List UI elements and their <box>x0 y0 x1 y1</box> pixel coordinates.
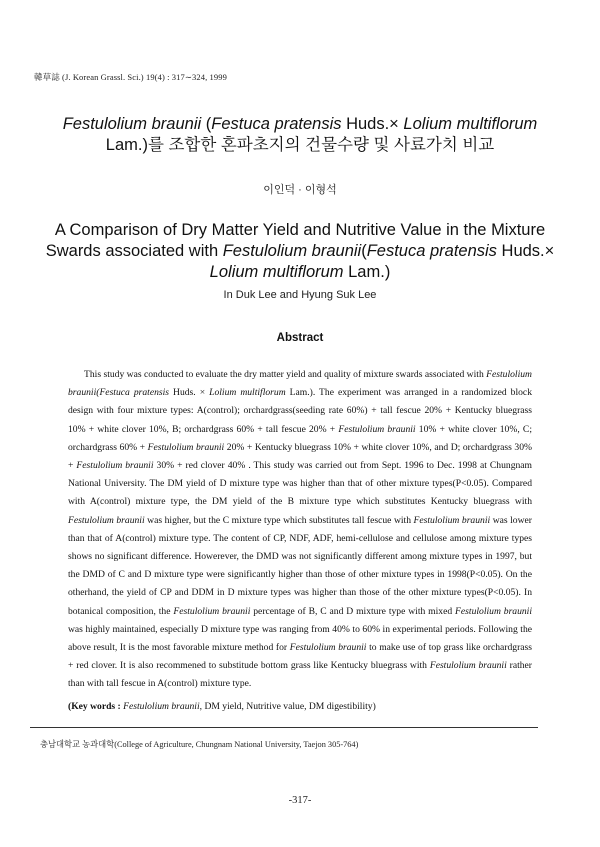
english-title-part: Lolium multiflorum <box>209 263 344 281</box>
abstract-text: Festulolium braunii <box>289 642 367 654</box>
affiliation-footnote: 충남대학교 농과대학(College of Agriculture, Chungnam National University, Taejon 305-764) <box>40 740 359 749</box>
korean-authors: 이인덕 · 이형석 <box>263 184 337 196</box>
korean-title-part: Festulolium braunii <box>62 115 202 133</box>
abstract-text: was lower than that of A(control) mixture type. The content of CP, NDF, ADF, hemi-cellulose and cellulose among mixture types shows no significant difference. Howerever, the DMD was not significantly different among mixture types in 1997, but the DMD of C and D mixture type were significantly higher than those of other mixture types in 1998(P<0.05). On the otherhand, the yield of CP and DDM in D mixture types was higher than those of the other mixture types(P<0.05). In botanical composition, the <box>68 514 532 617</box>
keywords-term: Festulolium braunii <box>123 701 200 712</box>
english-title-part: Huds.× <box>496 242 555 260</box>
abstract-text: Huds. × <box>169 387 210 399</box>
abstract-text: 30% + red clover 40% . This study was carried out from Sept. 1996 to Dec. 1998 at Chungnam National University. The DM yield of D mixture type was higher than that of other mixture types(P<0.05). Compared with A(control) mixture type, the DM yield of the B mixture type which substitutes Kentucky bluegrass with <box>68 460 533 508</box>
journal-header: 韓草誌 (J. Korean Grassl. Sci.) 19(4) : 317∼324, 1999 <box>34 72 227 82</box>
abstract-text: Festulolium braunii <box>173 605 251 617</box>
abstract-text: Festulolium braunii <box>338 423 416 435</box>
footnote-divider <box>30 727 538 728</box>
korean-title-part: Lolium multiflorum <box>403 115 538 133</box>
abstract-text: 20% + Kentucky bluegrass 10% + white clover 10%, and D; orchardgrass 30% + <box>68 441 532 472</box>
abstract-body <box>68 366 532 694</box>
abstract-text: Festulolium braunii <box>413 514 491 526</box>
abstract-text: Lolium multiflorum <box>209 387 286 399</box>
abstract-text: was higher, but the C mixture type which substitutes tall fescue with <box>144 514 414 526</box>
english-title-part: A Comparison of Dry Matter Yield and Nutritive Value in the Mixture Swards associated with <box>45 221 546 260</box>
abstract-text: Festulolium braunii <box>147 441 225 453</box>
abstract-text: 10% + white clover 10%, C; orchardgrass 60% + <box>68 423 532 453</box>
english-authors: In Duk Lee and Hyung Suk Lee <box>223 289 377 301</box>
abstract-text: Festulolium braunii <box>76 460 154 472</box>
page-number: -317- <box>288 795 312 806</box>
korean-title-part: Lam.)를 조합한 혼파초지의 건물수량 및 사료가치 비교 <box>105 136 495 154</box>
korean-title <box>40 114 560 156</box>
abstract-heading: Abstract <box>276 332 324 344</box>
english-title-part: Festulolium braunii <box>222 242 362 260</box>
abstract-text: was highly maintained, especially D mixture type was ranging from 40% to 60% in experimental periods. Following the above result, It is the most favorable mixture method for <box>68 623 532 654</box>
korean-title-part: ( <box>201 115 212 133</box>
english-title-part: ( <box>361 242 367 260</box>
abstract-text: This study was conducted to evaluate the dry matter yield and quality of mixture swards associated with <box>84 369 487 380</box>
english-title-part: Festuca pratensis <box>366 242 497 260</box>
keywords-rest: , DM yield, Nutritive value, DM digestibility) <box>199 701 376 712</box>
korean-title-part: Huds.× <box>341 115 404 133</box>
abstract-text: Lam.). The experiment was arranged in a randomized block design with four mixture types: A(control); orchardgrass(seeding rate 60%) + tall fescue 20% + Kentucky bluegrass 10% + white clover 10%, B; orchardgrass 60% + tall fescue 20% + <box>68 387 532 435</box>
english-title-part: Lam.) <box>343 263 391 281</box>
abstract-paragraph <box>68 366 532 694</box>
abstract-text: percentage of B, C and D mixture type with mixed <box>250 605 456 617</box>
korean-title-part: Festuca pratensis <box>211 115 342 133</box>
english-title <box>40 220 560 283</box>
abstract-text: Festulolium braunii <box>68 514 145 526</box>
abstract-text: rather than with tall fescue in A(control) mixture type. <box>68 660 533 690</box>
abstract-text: Festulolium braunii <box>429 660 507 672</box>
abstract-text: Festulolium braunii <box>455 605 533 617</box>
keywords-label: (Key words : <box>68 701 124 712</box>
abstract-text: Festulolium braunii(Festuca pratensis <box>68 369 532 399</box>
abstract-text: to make use of top grass like orchardgrass + red clover. It is also recommened to substitude bottom grass like Kentucky bluegrass with <box>68 642 532 672</box>
keywords <box>68 701 538 712</box>
